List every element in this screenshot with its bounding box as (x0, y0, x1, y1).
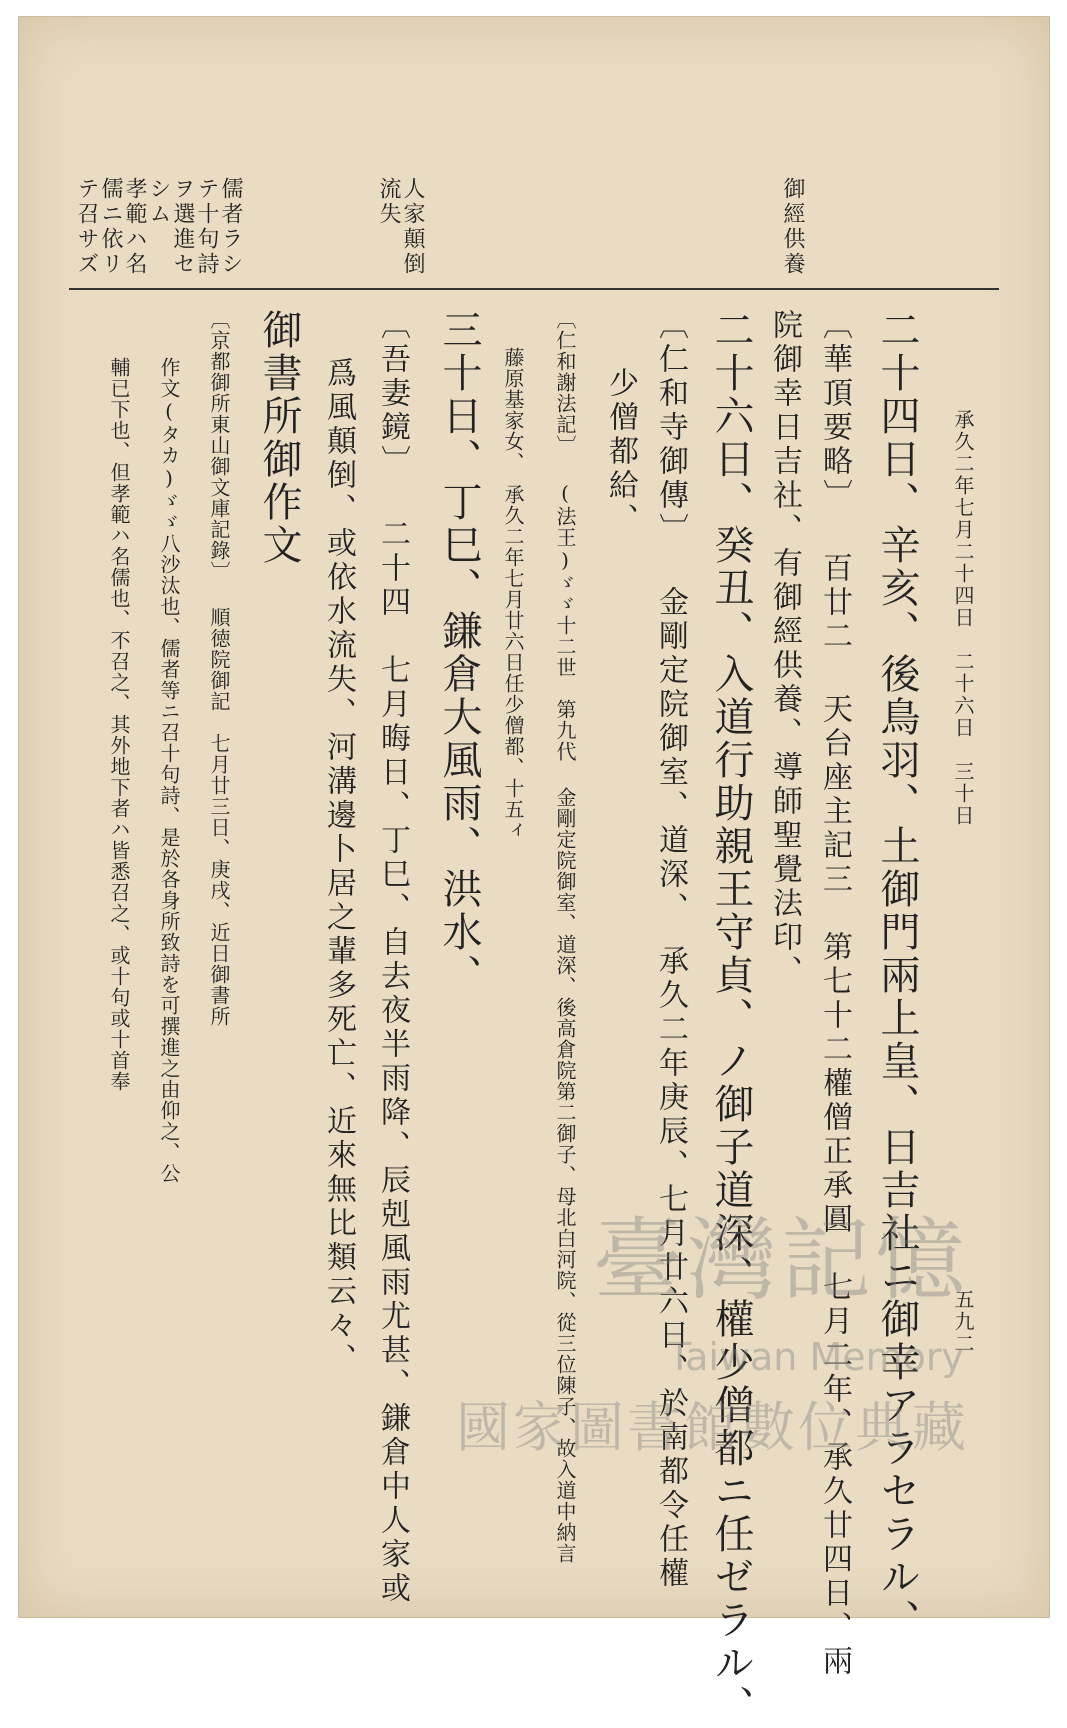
text-line: 藤原基家女、 承久二年七月廿六日任少僧都、十五ィ (501, 347, 525, 841)
side-note: 流失 (376, 177, 401, 227)
text-line: 二十六日、癸丑、入道行助親王守貞、ノ御子道深、權少僧都ニ任ゼラル、 (708, 309, 754, 1728)
text-line: 二十四日、辛亥、後鳥羽、土御門兩上皇、日吉社ニ御幸アラセラル、 (874, 309, 920, 1642)
watermark-english: Taiwan Memory (668, 1335, 964, 1379)
side-note: ヲ選進セ (170, 177, 195, 277)
text-line: 〔吾妻鏡〕 二十四 七月晦日、丁巳、自去夜半雨降、辰剋風雨尤甚、鎌倉中人家或 (375, 309, 410, 1606)
text-line: 三十日、丁巳、鎌倉大風雨、洪水、 (436, 309, 482, 997)
side-note: 儒者ラシ (218, 177, 243, 277)
watermark-library: 國家圖書館數位典藏 (456, 1396, 969, 1459)
section-heading: 御書所御作文 (256, 309, 302, 567)
side-note: テ十句詩 (194, 177, 219, 277)
text-line: 輔已下也、但孝範ハ名儒也、不召之、其外地下者ハ皆悉召之、或十句或十首奉 (107, 357, 131, 1092)
page-number: 五九二 (951, 1289, 975, 1355)
watermark-chinese: 臺灣記憶 (593, 1208, 969, 1313)
text-line: 少僧都給、 (603, 367, 638, 537)
text-line: 〔京都御所東山御文庫記錄〕 順徳院御記 七月廿三日、庚戌、近日御書所 (207, 309, 231, 1027)
text-line: 〔仁和寺御傳〕 金剛定院御室、道深、 承久二年庚辰、七月廿六日、於南都令任權 (653, 309, 688, 1591)
running-head: 承久二年七月二十四日 二十六日 三十日 (951, 409, 975, 827)
text-line: 〔華頂要略〕 百廿二 天台座主記三 第七十二權僧正承圓 七月二年、承久廿四日、兩 (817, 309, 852, 1679)
side-note: 孝範ハ名 (122, 177, 147, 277)
text-line: 〔仁和謝法記〕 (法王)ゞゞ十二世 第九代 金剛定院御室、道深、後高倉院第二御子、母北白河院、從三位陳子、故入道中納言 (553, 309, 577, 1564)
header-rule (69, 288, 999, 290)
side-note: 儒ニ依リ (98, 177, 123, 277)
side-note: 人家顛倒 (400, 177, 425, 277)
side-note: 御經供養 (780, 177, 805, 277)
side-note: テ召サズ (74, 177, 99, 277)
text-line: 院御幸日吉社、有御經供養、導師聖覺法印、 (767, 309, 802, 989)
side-note: シム (146, 177, 171, 227)
text-line: 作文(タカ)ゞゞ八沙汰也、儒者等ニ召十句詩、是於各身所致詩を可撰進之由仰之、公 (157, 357, 181, 1184)
document-page (18, 16, 1050, 1728)
text-line: 爲風顛倒、或依水流失、河溝邊卜居之輩多死亡、近來無比類云々、 (321, 357, 356, 1377)
